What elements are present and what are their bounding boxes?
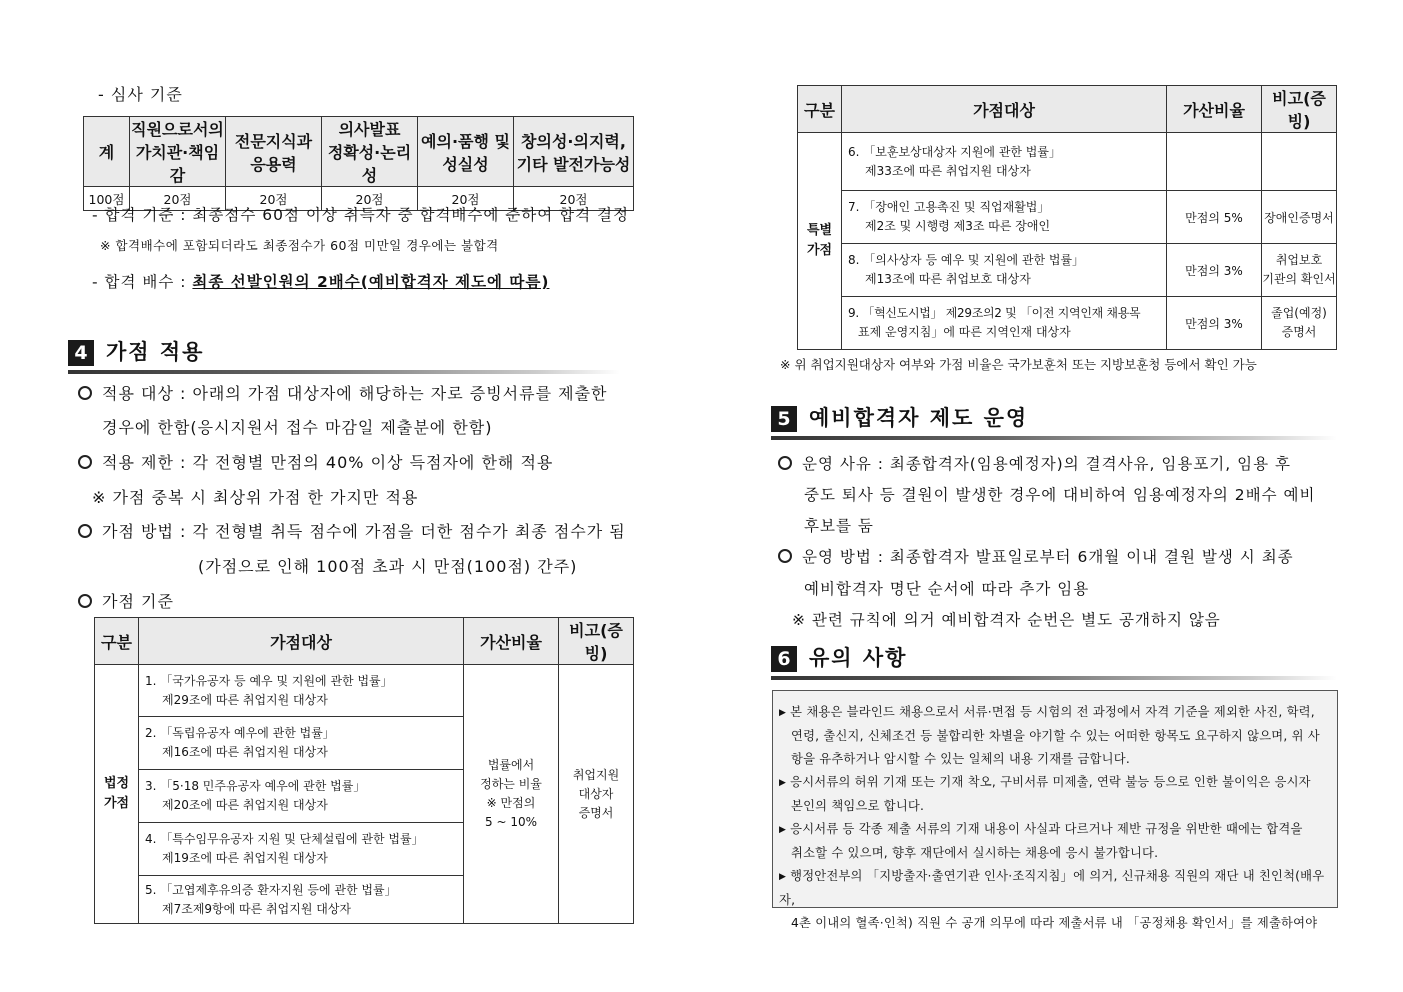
section-number: 6 (771, 646, 797, 672)
bonus-header: 비고(증빙) (1262, 86, 1337, 133)
bonus-header: 가산비율 (1167, 86, 1262, 133)
table-note: ※ 위 취업지원대상자 여부와 가점 비율은 국가보훈처 또는 지방보훈청 등에서 확인 가능 (780, 357, 1257, 372)
criteria-header: 창의성·의지력, 기타 발전가능성 (514, 117, 634, 187)
notice-item (779, 771, 1331, 795)
bonus-header: 가점대상 (139, 618, 464, 665)
bonus-row-line2: 제19조에 따른 취업지원 대상자 (162, 851, 328, 865)
apply-method-text: 가점 방법 : 각 전형별 취득 점수에 가점을 더한 점수가 최종 점수가 됨 (102, 522, 626, 541)
circle-bullet-icon (778, 456, 792, 470)
notice-line: 본 채용은 블라인드 채용으로서 서류·면접 등 시험의 전 과정에서 자격 기준을 제외한 사진, 학력, (790, 705, 1315, 719)
bonus-group-label: 특별 가점 (798, 133, 842, 350)
left-page (0, 0, 700, 992)
bonus-row-line2: 제2조 및 시행령 제3조 따른 장애인 (865, 219, 1051, 233)
bonus-header: 구분 (798, 86, 842, 133)
bonus-row (139, 876, 464, 924)
bonus-row-line2: 제13조에 따른 취업보호 대상자 (865, 272, 1031, 286)
bonus-row-line1: 4. 「특수임무유공자 지원 및 단체설립에 관한 법률」 (145, 832, 424, 846)
bonus-row (842, 133, 1167, 191)
bonus-row (139, 823, 464, 876)
apply-target-cont: 경우에 한함(응시지원서 접수 마감일 제출분에 한함) (102, 418, 493, 437)
notice-item (779, 701, 1331, 725)
notice-line: 연령, 출신지, 신체조건 등 불합리한 차별을 야기할 수 있는 어떠한 항목도 요구하지 않으며, 위 사 (791, 729, 1320, 743)
section-divider (771, 436, 1337, 440)
criteria-value: 20점 (514, 187, 634, 211)
bonus-header: 가점대상 (842, 86, 1167, 133)
criteria-header: 직원으로서의 가치관·책임감 (130, 117, 226, 187)
bonus-row-line1: 5. 「고엽제후유의증 환자지원 등에 관한 법률」 (145, 882, 397, 897)
reserve-method-cont: 예비합격자 명단 순서에 따라 추가 임용 (804, 580, 1090, 598)
apply-limit (78, 450, 553, 473)
reserve-note: ※ 관련 규칙에 의거 예비합격자 순번은 별도 공개하지 않음 (792, 611, 1221, 629)
section-title: 예비합격자 제도 운영 (809, 406, 1029, 430)
apply-target (78, 381, 607, 404)
triangle-bullet-icon: ▶ (779, 778, 787, 788)
notice-line: 응시서류의 허위 기재 또는 기재 착오, 구비서류 미제출, 연락 불능 등으로 인한 불이익은 응시자 (790, 775, 1311, 789)
apply-method-cont: (가점으로 인해 100점 초과 시 만점(100점) 간주) (198, 557, 578, 576)
section-number: 5 (771, 406, 797, 432)
circle-bullet-icon (78, 455, 92, 469)
apply-limit-text: 적용 제한 : 각 전형별 만점의 40% 이상 득점자에 한해 적용 (102, 453, 554, 472)
section-6-heading (771, 642, 1337, 682)
criteria-header: 계 (84, 117, 130, 187)
apply-method (78, 519, 626, 542)
bonus-proof: 취업지원 대상자 증명서 (559, 665, 634, 924)
notice-line: 행정안전부의 「지방출자·출연기관 인사·조직지침」에 의거, 신규채용 직원의 재단 내 친인척(배우자, (779, 869, 1325, 907)
bonus-row-line1: 1. 「국가유공자 등 예우 및 지원에 관한 법률」 (145, 673, 393, 688)
bonus-row-line2: 제16조에 따른 취업지원 대상자 (162, 745, 328, 759)
bonus-proof: 장애인증명서 (1262, 191, 1337, 244)
pass-note: ※ 합격배수에 포함되더라도 최종점수가 60점 미만일 경우에는 불합격 (100, 238, 499, 253)
bonus-group-label: 법정 가점 (95, 665, 139, 924)
bonus-criteria-heading (78, 589, 174, 612)
notice-line: 항을 유추하거나 암시할 수 있는 일체의 내용 기재를 금합니다. (791, 752, 1130, 766)
bonus-criteria-text: 가점 기준 (102, 592, 174, 611)
notice-line: 4촌 이내의 혈족·인척) 직원 수 공개 의무에 따라 제출서류 내 「공정채용 확인서」를 제출하여야 (791, 916, 1318, 930)
section-title: 가점 적용 (106, 340, 205, 364)
triangle-bullet-icon: ▶ (779, 708, 787, 718)
criteria-value: 20점 (322, 187, 418, 211)
apply-target-text: 적용 대상 : 아래의 가점 대상자에 해당하는 자로 증빙서류를 제출한 (102, 384, 608, 403)
section-title: 유의 사항 (809, 646, 908, 670)
criteria-header: 예의·품행 및 성실성 (418, 117, 514, 187)
bonus-row (139, 717, 464, 770)
bonus-row-line1: 3. 「5·18 민주유공자 예우에 관한 법률」 (145, 779, 366, 793)
pass-multiple-value: 최종 선발인원의 2배수(예비합격자 제도에 따름) (192, 273, 550, 291)
bonus-row-line1: 6. 「보훈보상대상자 지원에 관한 법률」 (848, 144, 1061, 159)
section-number: 4 (68, 340, 94, 366)
notice-line: 취소할 수 있으며, 향후 재단에서 실시하는 채용에 응시 불가합니다. (791, 846, 1159, 860)
right-page (700, 0, 1403, 992)
bonus-row-line2: 제20조에 따른 취업지원 대상자 (162, 798, 328, 812)
bonus-proof (1262, 133, 1337, 191)
criteria-value: 20점 (130, 187, 226, 211)
section-5-heading (771, 402, 1337, 442)
bonus-proof: 졸업(예정) 증명서 (1262, 297, 1337, 350)
section-divider (68, 370, 620, 374)
circle-bullet-icon (78, 386, 92, 400)
bonus-header: 구분 (95, 618, 139, 665)
bonus-row-line1: 2. 「독립유공자 예우에 관한 법률」 (145, 726, 335, 740)
bonus-row-line1: 7. 「장애인 고용촉진 및 직업재활법」 (848, 200, 1050, 214)
notice-item (779, 818, 1331, 842)
bonus-row (842, 191, 1167, 244)
screening-criteria-heading: - 심사 기준 (98, 85, 183, 104)
screening-criteria-table (83, 116, 634, 211)
legal-bonus-table (94, 617, 634, 924)
notice-line: 본인의 책임으로 합니다. (791, 799, 925, 813)
triangle-bullet-icon: ▶ (779, 825, 787, 835)
bonus-ratio: 만점의 3% (1167, 244, 1262, 297)
notice-item (779, 865, 1331, 912)
bonus-row (139, 770, 464, 823)
criteria-value: 100점 (84, 187, 130, 211)
bonus-ratio: 법률에서 정하는 비율 ※ 만점의 5 ~ 10% (464, 665, 559, 924)
reserve-reason-cont: 중도 퇴사 등 결원이 발생한 경우에 대비하여 임용예정자의 2배수 예비 (804, 486, 1316, 504)
bonus-ratio (1167, 133, 1262, 191)
special-bonus-table (797, 85, 1337, 350)
criteria-header: 의사발표 정확성·논리성 (322, 117, 418, 187)
bonus-row-line2: 표제 운영지침」에 따른 지역인재 대상자 (858, 325, 1071, 339)
circle-bullet-icon (78, 524, 92, 538)
reserve-method (778, 545, 1294, 567)
circle-bullet-icon (78, 594, 92, 608)
triangle-bullet-icon: ▶ (779, 872, 787, 882)
reserve-reason-cont2: 후보를 둠 (804, 517, 874, 535)
bonus-row-line2: 제29조에 따른 취업지원 대상자 (162, 692, 328, 707)
bonus-header: 가산비율 (464, 618, 559, 665)
reserve-reason-text: 운영 사유 : 최종합격자(임용예정자)의 결격사유, 임용포기, 임용 후 (802, 455, 1291, 473)
criteria-header: 전문지식과 응용력 (226, 117, 322, 187)
criteria-value: 20점 (418, 187, 514, 211)
bonus-row-line1: 9. 「혁신도시법」 제29조의2 및 「이전 지역인재 채용목 (848, 306, 1141, 320)
bonus-row (842, 244, 1167, 297)
circle-bullet-icon (778, 549, 792, 563)
notice-box (772, 690, 1338, 930)
criteria-value: 20점 (226, 187, 322, 211)
pass-criteria: - 합격 기준 : 최종점수 60점 이상 취득자 중 합격배수에 준하여 합격 결정 (92, 206, 629, 224)
reserve-method-text: 운영 방법 : 최종합격자 발표일로부터 6개월 이내 결원 발생 시 최종 (802, 548, 1294, 566)
bonus-row (842, 297, 1167, 350)
bonus-ratio: 만점의 5% (1167, 191, 1262, 244)
section-4-heading (68, 336, 620, 376)
section-divider (771, 676, 1337, 680)
notice-line: 응시서류 등 각종 제출 서류의 기재 내용이 사실과 다르거나 제반 규정을 위반한 때에는 합격을 (790, 822, 1303, 836)
bonus-row (139, 665, 464, 717)
bonus-row-line2: 제33조에 따른 취업지원 대상자 (865, 163, 1031, 178)
bonus-header: 비고(증빙) (559, 618, 634, 665)
bonus-row-line1: 8. 「의사상자 등 예우 및 지원에 관한 법률」 (848, 253, 1085, 267)
apply-limit-note: ※ 가점 중복 시 최상위 가점 한 가지만 적용 (92, 488, 419, 507)
bonus-proof: 취업보호 기관의 확인서 (1262, 244, 1337, 297)
pass-multiple (92, 270, 549, 292)
bonus-ratio: 만점의 3% (1167, 297, 1262, 350)
bonus-row-line2: 제7조제9항에 따른 취업지원 대상자 (162, 901, 352, 916)
reserve-reason (778, 452, 1291, 474)
pass-multiple-label: - 합격 배수 : (92, 273, 193, 291)
